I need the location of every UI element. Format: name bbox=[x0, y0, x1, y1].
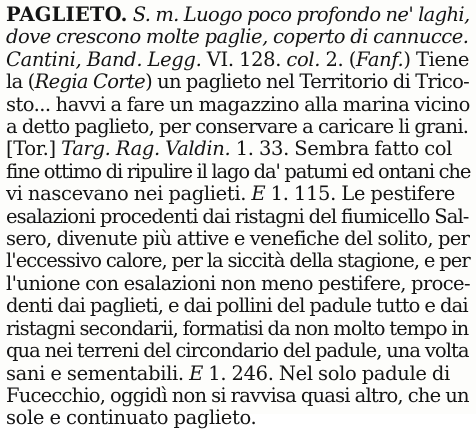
entry-text-line bbox=[6, 273, 470, 295]
text-segment: fine ottimo di ripulire il lago da' patumi ed ontani che bbox=[6, 159, 471, 183]
entry-text-line bbox=[6, 228, 470, 250]
entry-text-line bbox=[6, 363, 470, 385]
entry-text-line bbox=[6, 161, 470, 183]
entry-text-line bbox=[6, 206, 470, 228]
italic-text: S. m. Luogo poco profondo ne' laghi, bbox=[132, 3, 470, 26]
text-segment: [Tor.] bbox=[6, 137, 62, 161]
text-segment: 2. ( bbox=[320, 47, 356, 71]
italic-text: E bbox=[189, 361, 203, 385]
text-segment: a detto paglieto, per conservare a caricare li grani. bbox=[6, 115, 469, 139]
italic-text: E bbox=[251, 182, 266, 206]
text-segment: sto... havvi a fare un magazzino alla marina vicino bbox=[6, 92, 470, 116]
entry-text-line bbox=[6, 250, 470, 272]
entry-text-line bbox=[6, 71, 470, 93]
text-segment: l'eccessivo calore, per la siccità della stagione, e per bbox=[6, 249, 470, 273]
entry-text-line bbox=[6, 183, 470, 205]
text-segment: sani e sementabili. bbox=[6, 361, 190, 385]
italic-text: dove crescono molte paglie, coperto di cannucce. bbox=[6, 25, 469, 49]
text-segment: 1. 33. Sembra fatto col bbox=[230, 137, 453, 161]
entry-text-line bbox=[6, 49, 470, 71]
text-segment: l'unione con esalazioni non meno pestifere, proce- bbox=[6, 271, 470, 295]
text-segment: ) un paglieto nel Territorio di Trico- bbox=[145, 70, 470, 94]
text-segment: ristagni secondarii, formatisi da non molto tempo in bbox=[6, 316, 469, 340]
entry-text-line bbox=[6, 295, 470, 317]
entry-text-line bbox=[6, 4, 470, 26]
text-segment: esalazioni procedenti dai ristagni del fiumicello Sal- bbox=[6, 204, 469, 228]
entry-text-line bbox=[6, 116, 470, 138]
text-segment: denti dai paglieti, e dai pollini del padule tutto e dai bbox=[6, 294, 468, 318]
text-segment: sole e continuato paglieto. bbox=[6, 406, 257, 430]
text-segment: la ( bbox=[6, 70, 35, 94]
entry-text-line bbox=[6, 407, 470, 429]
italic-text: Targ. Rag. Valdin. bbox=[61, 137, 231, 161]
text-segment: VI. 128. bbox=[201, 47, 287, 71]
entry-text-line bbox=[6, 340, 470, 362]
entry-text-line bbox=[6, 94, 470, 116]
entry-text-line bbox=[6, 26, 470, 48]
entry-headword: PAGLIETO. bbox=[6, 3, 128, 26]
text-segment: ) Tiene bbox=[403, 47, 470, 71]
italic-text: Fanf. bbox=[356, 47, 404, 71]
italic-text: Regia Corte bbox=[34, 70, 146, 94]
dictionary-entry-paglieto bbox=[6, 4, 470, 430]
text-segment: 1. 246. Nel solo padule di bbox=[202, 361, 450, 385]
text-segment: 1. 115. Le pestifere bbox=[265, 182, 455, 206]
italic-text: Cantini, Band. Legg. bbox=[6, 47, 202, 71]
text-segment: sero, divenute più attive e venefiche del solito, per bbox=[6, 227, 470, 251]
entry-text-line bbox=[6, 385, 470, 407]
text-segment: qua nei terreni del circondario del padule, una volta bbox=[6, 339, 469, 363]
text-segment: vi nascevano nei paglieti. bbox=[6, 182, 252, 206]
italic-text: col. bbox=[286, 47, 321, 71]
entry-text-line bbox=[6, 318, 470, 340]
entry-text-line bbox=[6, 138, 470, 160]
text-segment: Fucecchio, oggidì non si ravvisa quasi altro, che un bbox=[6, 383, 469, 407]
